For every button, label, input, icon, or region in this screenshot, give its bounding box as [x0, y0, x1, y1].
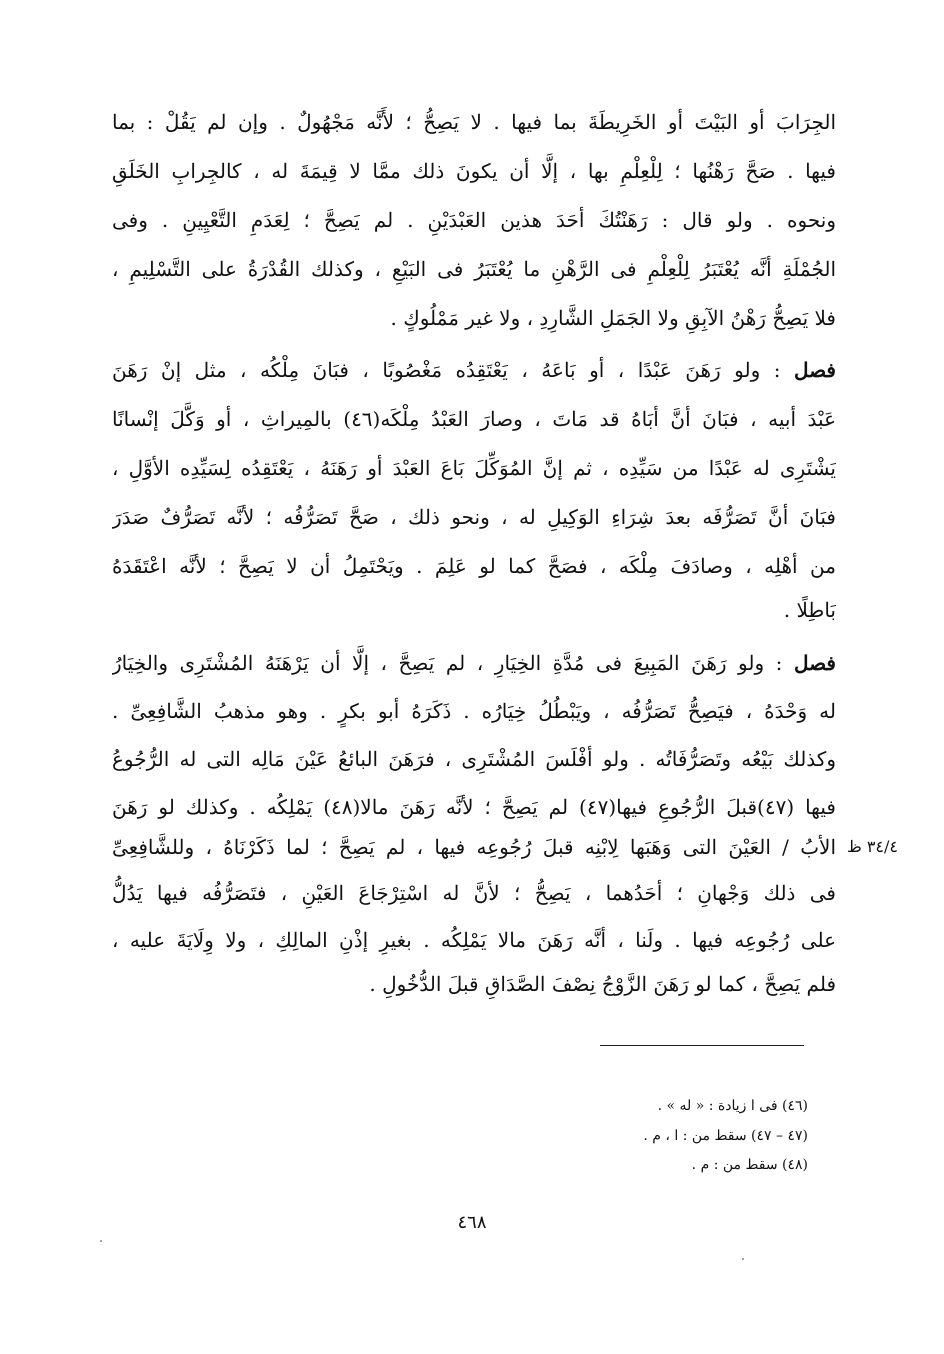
text-line: الجِرَابَ أو البَيْتَ أو الخَرِيطَةَ بما فيها . لا يَصِحُّ ؛ لأَنَّه مَجْهُولٌ . وإن لم يَقُلْ : بما: [112, 110, 836, 134]
text-line: فى ذلك وَجْهانِ ؛ أحَدُهما ، يَصِحُّ ؛ لأنَّ له اسْتِرْجَاعَ العَيْنِ ، فتَصَرُّفُه فيها يَدُلُّ: [112, 881, 836, 905]
text-line: بَاطِلًا .: [783, 598, 836, 622]
text-line: ونحوه . ولو قال : رَهَنْتُكَ أحَدَ هذين العَبْدَيْنِ . لم يَصِحَّ ؛ لِعَدَمِ التَّعْيِينِ . وفى: [112, 208, 836, 232]
section-keyword: فصل: [793, 358, 836, 382]
text-fragment: : ولو رَهَنَ عَبْدًا ، أو بَاعَهُ ، يَعْتَقِدُه مَغْصُوبًا ، فبَانَ مِلْكُه ، مثل إنْ رَهَنَ: [112, 358, 794, 382]
text-line: على رُجُوعِه فيها . ولَنا ، أنَّه رَهَنَ مالا يَمْلِكُه . بغيرِ إذْنِ المالِكِ ، ولا وِلَايَةَ عليه ،: [112, 928, 836, 952]
text-line: فيها (٤٧)قبلَ الرُّجُوعِ فيها(٤٧) لم يَصِحَّ ؛ لأنَّه رَهَنَ مالا(٤٨) يَمْلِكُه . وكذلك لو رَهَنَ: [112, 795, 836, 819]
text-line: الأبُ / العَيْنَ التى وَهَبَها لِابْنِه قبلَ رُجُوعِه فيها ، لم يَصِحَّ ؛ لما ذَكَرْنَاهُ ، وللشَّافِعِىِّ: [112, 835, 836, 859]
text-line: يَشْتَرِى له عَبْدًا من سَيِّدِه ، ثم إنَّ المُوَكِّلَ بَاعَ العَبْدَ أو رَهَنَهُ ، يَعْتَقِدُه لِسَيِّدِه الأوَّلِ ،: [112, 456, 836, 480]
text-line: عَبْدَ أبيه ، فبَانَ أنَّ أبَاهُ قد مَاتَ ، وصارَ العَبْدُ مِلْكَه(٤٦) بالمِيراثِ ، أو وَكَّلَ إنْسانًا: [112, 407, 836, 431]
page-number: ٤٦٨: [457, 1212, 487, 1233]
text-line: الجُمْلَةِ أنَّه يُعْتَبَرُ لِلْعِلْمِ فى الرَّهْنِ ما يُعْتَبَرُ فى البَيْعِ ، وكذلك القُدْرَةُ على التَّسْلِيمِ ،: [112, 257, 836, 281]
scan-speck: [742, 1258, 744, 1260]
text-line: فيها . صَحَّ رَهْنُها ؛ لِلْعِلْمِ بها ، إلَّا أن يكونَ ذلك ممَّا لا قِيمَةَ له ، كالجِرابِ الخَلَقِ: [112, 159, 836, 183]
text-fragment: : ولو رَهَنَ المَبِيعَ فى مُدَّةِ الخِيَارِ ، لم يَصِحَّ ، إلَّا أن يَرْهَنَهُ المُشْتَرِى والخِيَارُ: [112, 651, 794, 675]
text-line: من أهْلِه ، وصادَفَ مِلْكَه ، فصَحَّ كما لو عَلِمَ . ويَحْتَمِلُ أن لا يَصِحَّ ؛ لأنَّه اعْتَقَدَهُ: [112, 554, 836, 578]
text-line: وكذلك بَيْعُه وتَصَرُّفَاتُه . ولو أفْلَسَ المُشْتَرِى ، فرَهَنَ البائعُ عَيْنَ مَالِه التى له الرُّجُوعُ: [112, 747, 836, 771]
text-line: [112, 643, 836, 683]
scan-speck: [100, 1240, 102, 1242]
footnote: (٤٦) فى ا زيادة : « له » .: [657, 1098, 808, 1114]
section-keyword: فصل: [793, 651, 836, 675]
footnote-separator: [600, 1045, 804, 1046]
text-line: فبَانَ أنَّ تَصَرُّفَه بعدَ شِرَاءِ الوَكِيلِ له ، ونحو ذلك ، صَحَّ تَصَرُّفُه ؛ لأنَّه تَصَرُّفٌ صَدَرَ: [112, 505, 836, 529]
footnote: (٤٧ – ٤٧) سقط من : ا ، م .: [643, 1128, 808, 1144]
text-line: فلم يَصِحَّ ، كما لو رَهَنَ الزَّوْجُ نِصْفَ الصَّدَاقِ قبلَ الدُّخُولِ .: [369, 972, 836, 996]
text-line: له وَحْدَهُ ، فيَصِحُّ تَصَرُّفُه ، ويَبْطُلُ خِيَارُه . ذَكَرَهُ أبو بكرٍ . وهو مذهبُ الشَّافِعِىِّ .: [112, 699, 836, 723]
footnote: (٤٨) سقط من : م .: [691, 1157, 808, 1173]
margin-folio-note: ٣٤/٤ ظ: [846, 837, 898, 856]
text-line: فلا يَصِحُّ رَهْنُ الآبِقِ ولا الجَمَلِ الشَّارِدِ ، ولا غير مَمْلُوكٍ .: [390, 306, 836, 330]
text-line: [112, 350, 836, 390]
